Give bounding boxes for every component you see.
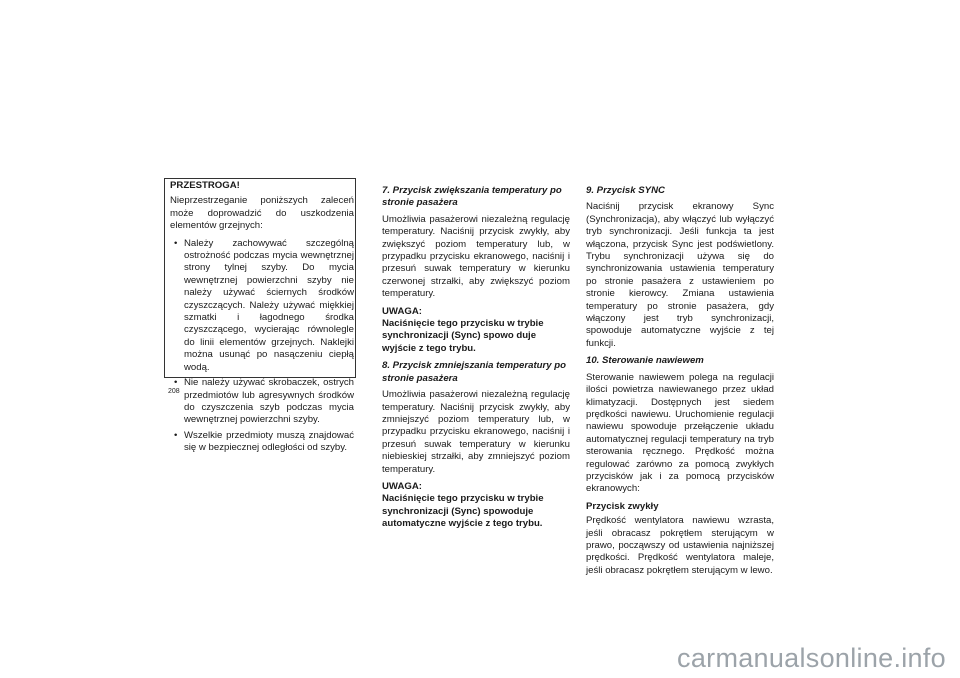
section-7-heading: 7. Przycisk zwiększania temperatury po stronie pasażera [382,185,562,209]
warning-column [170,180,354,458]
section-8-note-text: Naciśnięcie tego przycisku w trybie synchronizacji (Sync) spowoduje automatyczne wyjście z tego trybu. [382,493,544,530]
warning-bullet: • Należy zachowywać szczególną ostrożność podczas mycia wewnętrznej strony tylnej szyby. Do mycia wewnętrznej powierzchni szyby nie należy używać ściernych środków czyszczących. Należy używać miękkiej szmatki i łagodnego środka czyszczącego, wycierając równolegle do linii elementów grzejnych. Naklejki można usunąć po nasączeniu ciepłą wodą. [170,238,354,374]
section-7-note-label: UWAGA: [382,305,422,317]
warning-bullet: • Wszelkie przedmioty muszą znajdować się w bezpiecznej odległości od szyby. [170,430,354,455]
warning-bullet: • Nie należy używać skrobaczek, ostrych przedmiotów lub agresywnych środków do czyszczenia szyb podczas mycia wewnętrznej powierzchni szyby. [170,377,354,427]
section-8-heading: 8. Przycisk zmniejszania temperatury po stronie pasażera [382,360,566,384]
warning-intro: Nieprzestrzeganie poniższych zaleceń może doprowadzić do uszkodzenia elementów grzejnych: [170,195,354,232]
section-10-body: Sterowanie nawiewem polega na regulacji ilości powietrza nawiewanego przez układ klimatyzacji. Dostępnych jest siedem prędkości nawiewu. Uruchomienie regulacji nawiewu spowoduje przełączenie układu automatycznej regulacji temperatury na tryb sterowania ręcznego. Prędkość można regulować zarówno za pomocą zwykłych przycisków jak i za pomocą przycisków ekranowych: [586,371,774,495]
warning-title: PRZESTROGA! [170,180,240,191]
section-9-body: Naciśnij przycisk ekranowy Sync (Synchronizacja), aby włączyć lub wyłączyć tryb synchronizacji. Jeśli funkcja ta jest włączona, przycisk Sync jest podświetlony. Trybu synchronizacji używa się do synchronizowania ustawienia temperatury po stronie pasażera z ustawieniem po stronie kierowcy. Zmiana ustawienia temperatury po stronie pasażera, gdy włączony jest tryb synchronizacji, spowoduje automatyczne wyjście z tej funkcji. [586,201,774,349]
right-column [586,185,774,582]
manual-button-body: Prędkość wentylatora nawiewu wzrasta, jeśli obracasz pokrętłem sterującym w prawo, począwszy od ustawienia najniższej prędkości. Prędkość wentylatora maleje, jeśli obracasz pokrętłem sterującym w lewo. [586,515,774,576]
section-10-heading: 10. Sterowanie nawiewem [586,355,704,367]
section-8-note-label: UWAGA: [382,480,422,492]
section-7-note-text: Naciśnięcie tego przycisku w trybie synchronizacji (Sync) spowo duje wyjście z tego trybu. [382,318,544,354]
section-7-body: Umożliwia pasażerowi niezależną regulację temperatury. Naciśnij przycisk zwykły, aby zwiększyć poziom temperatury lub, w przypadku przycisku ekranowego, naciśnij i przesuń suwak temperatury w kierunku czerwonej strzałki, aby zwiększyć poziom temperatury. [382,213,570,300]
watermark-link[interactable]: carmanualsonline.info [677,643,946,673]
manual-button-heading: Przycisk zwykły [586,500,659,512]
page-number: 208 [168,388,180,395]
middle-column [382,185,570,536]
section-8-body: Umożliwia pasażerowi niezależną regulację temperatury. Naciśnij przycisk zwykły, aby zmniejszyć poziom temperatury lub, w przypadku przycisku ekranowego, naciśnij i przesuń suwak temperatury w kierunku niebieskiej strzałki, aby zmniejszyć poziom temperatury. [382,389,570,475]
section-9-heading: 9. Przycisk SYNC [586,185,665,196]
warning-list [170,238,354,455]
